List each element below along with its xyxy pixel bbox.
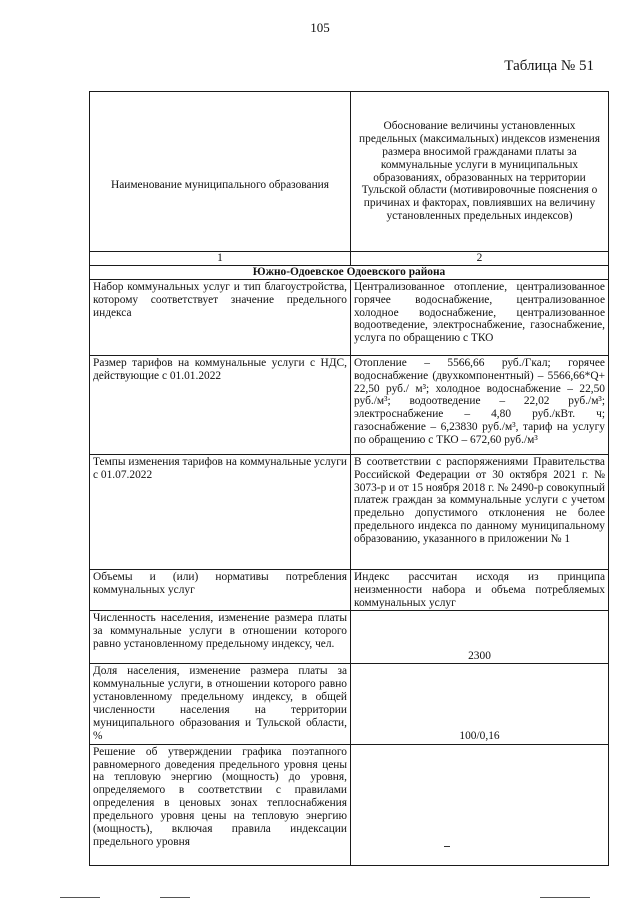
row-value-volumes: Индекс рассчитан исходя из принципа неизменности набора и объема потребляемых коммунальных услуг (351, 569, 609, 611)
row-label-tariffs: Размер тарифов на коммунальные услуги с НДС, действующие с 01.01.2022 (90, 355, 351, 454)
row-label-population-share: Доля населения, изменение размера платы за коммунальные услуги, в отношении которого равно установленному предельному индексу, в общей численности населения на территории муниципального образования и Тульской области, % (90, 664, 351, 744)
page-number: 105 (310, 20, 330, 35)
row-value-heat-price-decision (351, 744, 609, 865)
row-value-tariffs: Отопление – 5566,66 руб./Гкал; горячее водоснабжение (двухкомпонентный) – 5566,66*Q+ 22,50 руб./ м³; холодное водоснабжение – 22,50 руб./м³; водоотведение – 22,02 руб./м³; электроснабжение – 4,80 руб./кВт. ч; газоснабжение – 6,23830 руб./м³, тариф на услугу по обращению с ТКО – 672,60 руб./м³ (351, 355, 609, 454)
table-row (90, 355, 609, 454)
table-row (90, 569, 609, 611)
region-name: Южно-Одоевское Одоевского района (90, 265, 609, 279)
justification-table (89, 91, 609, 866)
row-value-service-set: Централизованное отопление, централизованное горячее водоснабжение, централизованное холодное водоснабжение, централизованное водоотведение, электроснабжение, газоснабжение, услуга по обращению с ТКО (351, 279, 609, 355)
row-value-population-share: 100/0,16 (351, 664, 609, 744)
scan-artifact (60, 897, 100, 898)
row-label-population: Численность населения, изменение размера платы за коммунальные услуги в отношении которого равно установленному предельному индексу, чел. (90, 611, 351, 664)
region-row (90, 265, 609, 279)
table-title: Таблица № 51 (504, 58, 594, 74)
column-numbers-row (90, 252, 609, 266)
dash-mark (444, 846, 450, 847)
table-row (90, 279, 609, 355)
row-value-tariff-change: В соответствии с распоряжениями Правительства Российской Федерации от 30 октября 2021 г. № 3073-р и от 15 ноября 2018 г. № 2490-р совокупный платеж граждан за коммунальные услуги с учетом предельно допустимого отклонения не более предельного индекса по данному муниципальному образованию, указанного в приложении № 1 (351, 454, 609, 569)
row-label-heat-price-decision: Решение об утверждении графика поэтапного равномерного доведения предельного уровня цены на тепловую энергию (мощность) до уровня, определяемого в соответствии с правилами определения в ценовых зонах теплоснабжения предельного уровня цены на тепловую энергию (мощность), включая правила индексации предельного уровня (90, 744, 351, 865)
scan-artifact (160, 897, 190, 898)
table-header-row (90, 92, 609, 252)
scan-artifact (540, 897, 590, 898)
column-number-1: 1 (90, 252, 351, 266)
column-number-2: 2 (351, 252, 609, 266)
table-row (90, 664, 609, 744)
row-value-population: 2300 (351, 611, 609, 664)
table-row (90, 611, 609, 664)
table-row (90, 744, 609, 865)
row-label-service-set: Набор коммунальных услуг и тип благоустройства, которому соответствует значение предельного индекса (90, 279, 351, 355)
header-justification: Обоснование величины установленных предельных (максимальных) индексов изменения размера вносимой гражданами платы за коммунальные услуги в муниципальных образованиях, образованных на территории Тульской области (мотивировочные пояснения о причинах и факторах, повлиявших на величину установленных предельных индексов) (351, 92, 609, 252)
table-row (90, 454, 609, 569)
row-label-volumes: Объемы и (или) нормативы потребления коммунальных услуг (90, 569, 351, 611)
row-label-tariff-change: Темпы изменения тарифов на коммунальные услуги с 01.07.2022 (90, 454, 351, 569)
header-municipality: Наименование муниципального образования (90, 92, 351, 252)
